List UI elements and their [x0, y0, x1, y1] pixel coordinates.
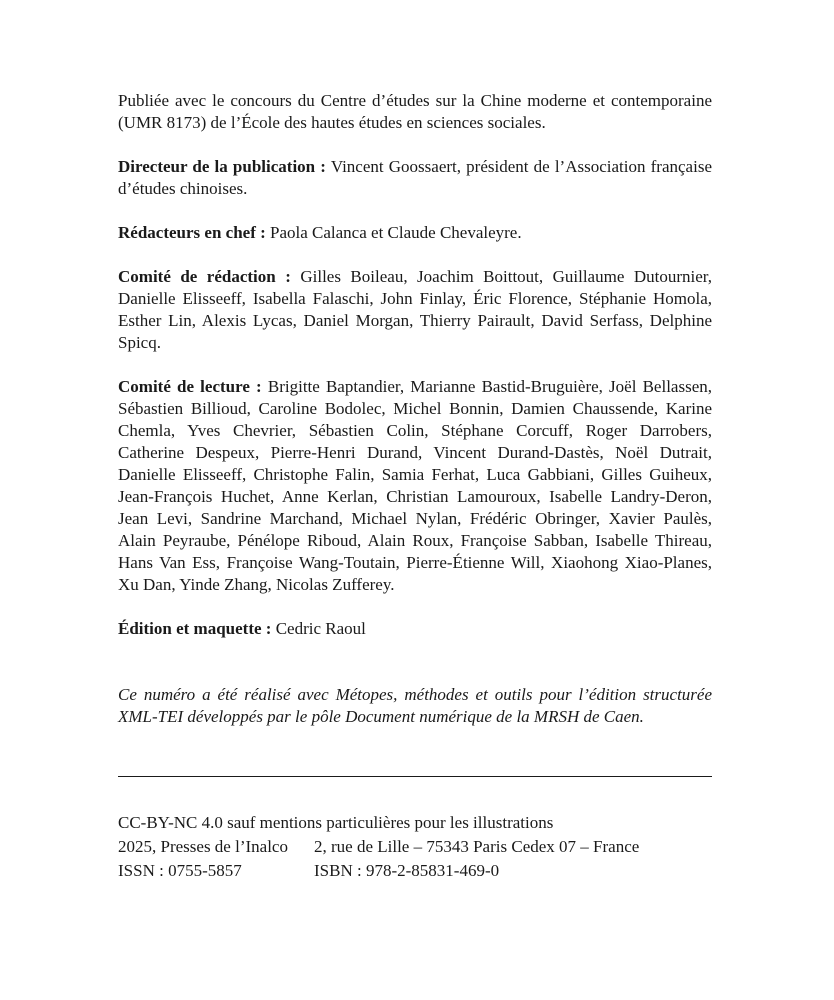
- comite-redaction-label: Comité de rédaction :: [118, 267, 291, 286]
- redacteurs-text: Paola Calanca et Claude Chevaleyre.: [270, 223, 522, 242]
- metopes-note: Ce numéro a été réalisé avec Métopes, méthodes et outils pour l’édition structurée XML-TEI développés par le pôle Document numérique de la MRSH de Caen.: [118, 685, 712, 726]
- isbn: ISBN : 978-2-85831-469-0: [314, 861, 500, 880]
- license-row: [118, 811, 712, 835]
- intro-paragraph: Publiée avec le concours du Centre d’études sur la Chine moderne et contemporaine (UMR 8173) de l’École des hautes études en sciences sociales.: [118, 91, 712, 132]
- edition-text: Cedric Raoul: [275, 619, 366, 638]
- colophon: [118, 90, 712, 728]
- footer: [118, 811, 712, 883]
- license-text: CC-BY-NC 4.0 sauf mentions particulières pour les illustrations: [118, 813, 554, 832]
- issn: ISSN : 0755-5857: [118, 861, 242, 880]
- comite-redaction-text: Gilles Boileau, Joachim Boittout, Guillaume Dutournier, Danielle Elisseeff, Isabella Falaschi, John Finlay, Éric Florence, Stéphanie Homola, Esther Lin, Alexis Lycas, Daniel Morgan, Thierry Pairault, David Serfass, Delphine Spicq.: [118, 267, 712, 352]
- edition-paragraph: [118, 618, 712, 640]
- directeur-label: Directeur de la publication :: [118, 157, 326, 176]
- comite-redaction-paragraph: [118, 266, 712, 354]
- identifiers-row: [118, 859, 712, 883]
- redacteurs-label: Rédacteurs en chef :: [118, 223, 266, 242]
- spacer: [118, 662, 712, 684]
- comite-lecture-text: Brigitte Baptandier, Marianne Bastid-Bruguière, Joël Bellassen, Sébastien Billioud, Caroline Bodolec, Michel Bonnin, Damien Chaussende, Karine Chemla, Yves Chevrier, Sébastien Colin, Stéphane Corcuff, Roger Darrobers, Catherine Despeux, Pierre-Henri Durand, Vincent Durand-Dastès, Noël Dutrait, Danielle Elisseeff, Christophe Falin, Samia Ferhat, Luca Gabbiani, Gilles Guiheux, Jean-François Huchet, Anne Kerlan, Christian Lamouroux, Isabelle Landry-Deron, Jean Levi, Sandrine Marchand, Michael Nylan, Frédéric Obringer, Xavier Paulès, Alain Peyraube, Pénélope Riboud, Alain Roux, Françoise Sabban, Isabelle Thireau, Hans Van Ess, Françoise Wang-Toutain, Pierre-Étienne Will, Xiaohong Xiao-Planes, Xu Dan, Yinde Zhang, Nicolas Zufferey.: [118, 377, 712, 594]
- redacteurs-paragraph: [118, 222, 712, 244]
- directeur-paragraph: [118, 156, 712, 200]
- year-publisher: 2025, Presses de l’Inalco: [118, 837, 288, 856]
- publisher-row: [118, 835, 712, 859]
- directeur-text: Vincent Goossaert, président de l’Association française d’études chinoises.: [118, 157, 712, 198]
- comite-lecture-paragraph: [118, 376, 712, 596]
- edition-label: Édition et maquette :: [118, 619, 272, 638]
- divider-rule: [118, 776, 712, 777]
- comite-lecture-label: Comité de lecture :: [118, 377, 262, 396]
- publisher-address: 2, rue de Lille – 75343 Paris Cedex 07 – France: [314, 837, 640, 856]
